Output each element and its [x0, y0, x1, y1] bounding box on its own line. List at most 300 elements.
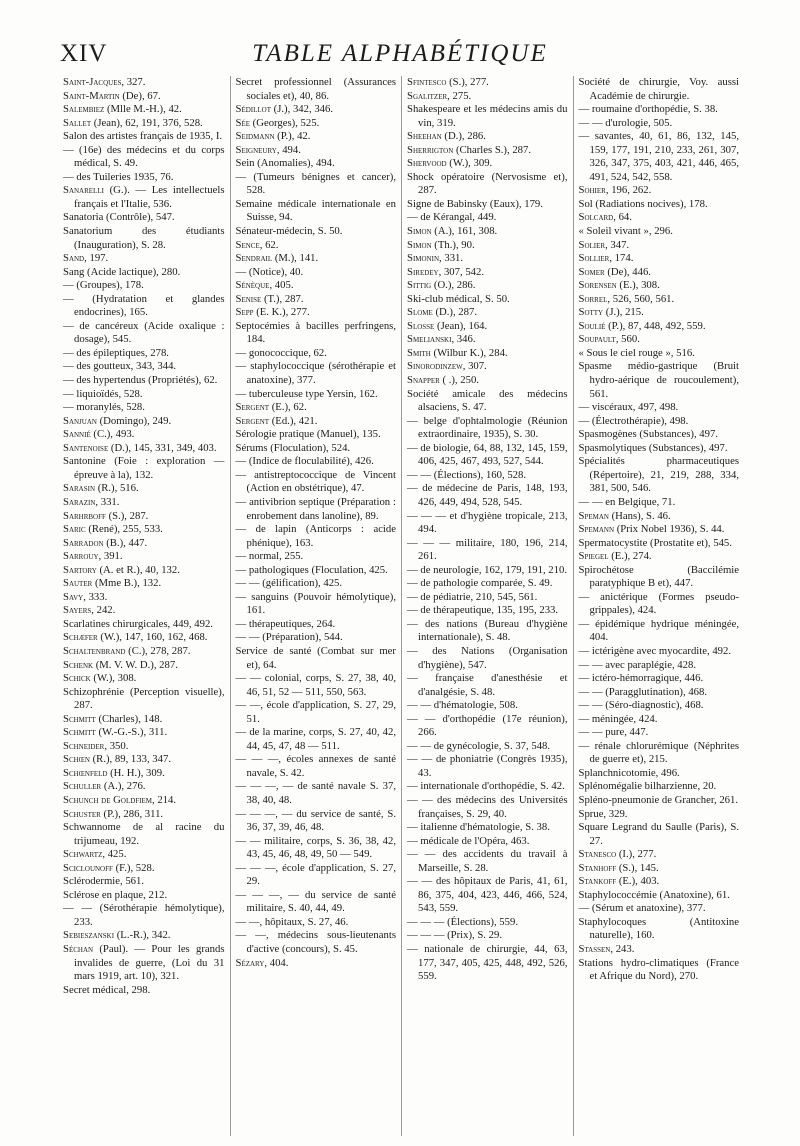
entry-text: Schizophrénie (Perception visuelle), 287. — [63, 685, 225, 712]
entry-name: Schmitt — [63, 712, 96, 725]
index-entry — [236, 550, 397, 564]
index-entry — [579, 523, 740, 537]
entry-text: — des Tuileries 1935, 76. — [63, 170, 174, 183]
index-entry — [63, 510, 225, 524]
index-entry — [407, 577, 568, 591]
index-entry — [579, 957, 740, 984]
entry-text: Staphylococcémie (Anatoxine), 61. — [578, 888, 730, 901]
entry-text: (De), 446. — [604, 265, 651, 278]
entry-text: — liquioïdés, 528. — [63, 387, 143, 400]
entry-text: , 350. — [104, 739, 129, 752]
index-entry — [236, 225, 397, 239]
entry-text: (S.), 145. — [616, 861, 659, 874]
entry-text: (Ed.), 421. — [269, 414, 318, 427]
index-entry — [579, 875, 740, 889]
entry-text: , 242. — [91, 604, 116, 617]
entry-text: — — militaire, corps, S. 36, 38, 42, 43, 45, 46, 48, 49, 50 — 549. — [235, 834, 396, 861]
entry-name: Schaltenbrand — [63, 644, 126, 657]
index-entry — [579, 239, 740, 253]
entry-name: Sohier — [578, 184, 606, 197]
entry-text: (P.), 42. — [274, 130, 311, 143]
index-entry — [63, 808, 225, 822]
index-entry — [407, 130, 568, 144]
page-header — [60, 40, 740, 74]
entry-text: — gonococcique, 62. — [235, 346, 327, 359]
entry-text: (E.), 274. — [608, 550, 652, 563]
index-entry — [407, 293, 568, 307]
entry-text: — (Groupes), 178. — [63, 279, 144, 292]
entry-text: Signe de Babinsky (Eaux), 179. — [407, 197, 543, 210]
entry-name: Schœnfeld — [63, 766, 108, 779]
entry-name: Schick — [63, 672, 91, 685]
index-entry — [407, 564, 568, 578]
entry-text: — sanguins (Pouvoir hémolytique), 161. — [235, 590, 396, 617]
entry-text: — — (Sérothérapie hémolytique), 233. — [63, 902, 225, 928]
index-entry — [236, 157, 397, 171]
entry-text: (C.), 278, 287. — [125, 644, 191, 657]
entry-text: (M.), 141. — [272, 252, 319, 265]
index-entry — [63, 618, 225, 632]
index-entry — [579, 550, 740, 564]
entry-text: Sang (Acide lactique), 280. — [63, 265, 181, 278]
index-entry — [63, 211, 225, 225]
entry-text: Spermatocystite (Prostatite et), 545. — [578, 536, 732, 549]
entry-name: Schneider — [63, 739, 105, 752]
entry-text: , 64. — [613, 211, 632, 224]
entry-text: Square Legrand du Saulle (Paris), S. 27. — [578, 821, 739, 847]
index-entry — [579, 943, 740, 957]
entry-text: — —, école d'application, S. 27, 29, 51. — [235, 699, 396, 725]
index-entry — [579, 211, 740, 225]
index-entry — [407, 699, 568, 713]
index-entry — [407, 537, 568, 564]
entry-text: Sanatorium des étudiants (Inauguration), S. 28. — [63, 225, 225, 251]
index-entry — [63, 117, 225, 131]
entry-text: Secret professionnel (Assurances sociales et), 40, 86. — [235, 76, 396, 102]
index-entry — [63, 482, 225, 496]
index-entry — [579, 130, 740, 184]
entry-text: (S.), 287. — [105, 509, 149, 522]
index-column-4 — [573, 76, 745, 1136]
entry-name: Sanarelli — [63, 184, 104, 197]
index-entry — [63, 184, 225, 211]
entry-name: Saint-Jacques — [63, 76, 122, 88]
entry-name: Schwartz — [63, 848, 103, 861]
entry-text: Splanchnicotomie, 496. — [578, 766, 680, 779]
entry-text: (De), 67. — [119, 89, 161, 102]
entry-text: Spirochétose (Baccilémie paratyphique B et), 447. — [578, 563, 739, 590]
entry-text: — roumaine d'orthopédie, S. 38. — [578, 103, 718, 116]
entry-text: , 425. — [102, 848, 127, 861]
entry-text: Santonine (Foie : exploration — épreuve à la), 132. — [63, 455, 225, 481]
index-entry — [236, 103, 397, 117]
entry-text: — — —, — de santé navale S. 37, 38, 40, 48. — [235, 780, 396, 806]
index-entry — [407, 794, 568, 821]
index-entry — [579, 442, 740, 456]
entry-text: — — (Séro-diagnostic), 468. — [578, 699, 704, 712]
entry-name: Solier — [578, 238, 606, 251]
index-entry — [407, 740, 568, 754]
entry-text: (D.), 287. — [432, 306, 478, 319]
entry-text: (C.), 493. — [90, 428, 135, 441]
index-column-2 — [230, 76, 402, 1136]
entry-text: Stations hydro-climatiques (France et Afrique du Nord), 270. — [578, 956, 739, 983]
entry-text: — — avec paraplégie, 428. — [578, 658, 697, 671]
entry-text: (L.-R.), 342. — [114, 929, 171, 942]
index-entry — [407, 821, 568, 835]
index-entry — [579, 808, 740, 822]
entry-name: Spemann — [578, 523, 615, 536]
entry-name: Sarhrboff — [63, 509, 106, 522]
index-entry — [579, 76, 740, 103]
index-entry — [579, 618, 740, 645]
entry-text: , 404. — [264, 956, 289, 969]
entry-name: Saint-Martin — [63, 89, 120, 102]
index-entry — [407, 469, 568, 483]
entry-text: — — —, — du service de santé militaire, S. 40, 44, 49. — [235, 888, 396, 915]
index-entry — [579, 686, 740, 700]
index-entry — [236, 76, 397, 103]
index-entry — [63, 726, 225, 740]
entry-name: Sence — [235, 238, 260, 251]
entry-name: Sézary — [235, 956, 265, 969]
index-entry — [407, 198, 568, 212]
index-entry — [407, 645, 568, 672]
index-entry — [407, 333, 568, 347]
index-entry — [63, 374, 225, 388]
entry-name: Stanesco — [578, 848, 617, 861]
index-entry — [236, 645, 397, 672]
entry-text: , 331. — [439, 252, 464, 265]
entry-name: Sendrail — [235, 252, 273, 265]
entry-text: — — en Belgique, 71. — [578, 495, 676, 508]
index-entry — [63, 604, 225, 618]
entry-text: (E. K.), 277. — [253, 306, 310, 319]
entry-text: Service de santé (Combat sur mer et), 64. — [235, 644, 396, 671]
entry-name: Sepp — [235, 306, 254, 319]
index-entry — [63, 929, 225, 943]
index-entry — [63, 631, 225, 645]
entry-text: , 494. — [276, 143, 301, 156]
index-entry — [236, 388, 397, 402]
index-entry — [63, 848, 225, 862]
entry-text: Spasmogènes (Substances), 497. — [578, 428, 719, 441]
index-entry — [407, 347, 568, 361]
entry-name: Spiegel — [578, 550, 609, 563]
entry-name: Stankoff — [578, 875, 617, 888]
index-entry — [579, 360, 740, 401]
entry-name: Seigneury — [235, 143, 277, 156]
index-entry — [236, 428, 397, 442]
entry-text: — pathologiques (Floculation, 425. — [235, 563, 388, 576]
entry-name: Sebieszanski — [63, 929, 115, 942]
index-entry — [579, 645, 740, 659]
entry-text: (Prix Nobel 1936), S. 44. — [614, 523, 725, 536]
entry-text: , 196, 262. — [605, 184, 652, 197]
entry-name: Soupault — [578, 333, 616, 346]
index-entry — [579, 455, 740, 496]
entry-name: Smith — [407, 346, 431, 359]
entry-text: — tuberculeuse type Yersin, 162. — [235, 387, 378, 400]
entry-text: (J.), 342, 346. — [271, 103, 334, 116]
index-entry — [407, 929, 568, 943]
entry-text: , 307. — [462, 360, 487, 373]
entry-text: — de la marine, corps, S. 27, 40, 42, 44, 45, 47, 48 — 511. — [235, 726, 396, 752]
index-entry — [579, 902, 740, 916]
entry-text: — de médecine de Paris, 148, 193, 426, 449, 494, 528, 545. — [407, 482, 568, 508]
entry-name: Schuster — [63, 807, 101, 820]
entry-text: (E.), 62. — [269, 401, 307, 414]
index-entry — [579, 537, 740, 551]
index-entry — [63, 523, 225, 537]
entry-name: Simon — [407, 238, 432, 251]
entry-text: Schwannome de al racine du trijumeau, 192. — [63, 821, 225, 847]
entry-text: (T.), 287. — [261, 292, 304, 305]
entry-text: — — —, école d'application, S. 27, 29. — [235, 861, 396, 888]
entry-text: (J.), 215. — [603, 306, 644, 319]
index-entry — [579, 916, 740, 943]
entry-text: — — — (Prix), S. 29. — [407, 929, 503, 942]
index-entry — [236, 415, 397, 429]
entry-name: Santenoise — [63, 441, 109, 454]
entry-text: , 346. — [451, 333, 476, 346]
entry-text: — — de phoniatrie (Congrès 1935), 43. — [407, 753, 568, 779]
entry-text: — — (Paragglutination), 468. — [578, 685, 708, 698]
index-entry — [236, 523, 397, 550]
index-entry — [407, 211, 568, 225]
entry-text: — des hypertendus (Propriétés), 62. — [63, 374, 218, 387]
entry-name: Sciclounoff — [63, 861, 113, 874]
index-entry — [407, 171, 568, 198]
entry-text: — viscéraux, 497, 498. — [578, 401, 679, 414]
entry-name: Saric — [63, 523, 86, 536]
entry-text: — des goutteux, 343, 344. — [63, 360, 177, 373]
entry-name: Salembiez — [63, 103, 105, 116]
entry-text: Spasmolytiques (Substances), 497. — [578, 441, 728, 454]
entry-name: Sanjuan — [63, 414, 97, 427]
entry-text: Spécialités pharmaceutiques (Répertoire), 21, 219, 288, 334, 381, 500, 546. — [578, 455, 739, 495]
index-entry — [63, 984, 225, 998]
entry-text: Sol (Radiations nocives), 178. — [578, 197, 708, 210]
page-number: XIV — [60, 40, 108, 67]
entry-text: — — (Élections), 160, 528. — [407, 468, 527, 481]
index-entry — [579, 699, 740, 713]
index-entry — [63, 821, 225, 848]
index-entry — [236, 672, 397, 699]
index-entry — [579, 672, 740, 686]
index-entry — [579, 225, 740, 239]
index-entry — [407, 916, 568, 930]
entry-name: Simon — [407, 225, 432, 238]
entry-name: Smelianski — [407, 333, 452, 346]
entry-text: (I.), 277. — [616, 848, 657, 861]
index-entry — [579, 794, 740, 808]
entry-text: — de biologie, 64, 88, 132, 145, 159, 406, 425, 467, 493, 527, 544. — [407, 441, 568, 468]
index-entry — [63, 794, 225, 808]
entry-text: , 391. — [98, 550, 123, 563]
entry-text: (A.), 276. — [101, 780, 146, 793]
entry-text: (Th.), 90. — [431, 238, 475, 251]
page-title: TABLE ALPHABÉTIQUE — [252, 40, 548, 67]
entry-text: — — de gynécologie, S. 37, 548. — [407, 739, 551, 752]
entry-text: , 307, 542. — [438, 265, 485, 278]
index-entry — [63, 496, 225, 510]
index-entry — [579, 279, 740, 293]
entry-text: (A. et R.), 40, 132. — [96, 563, 180, 576]
entry-text: (Mme B.), 132. — [92, 577, 162, 590]
index-entry — [579, 740, 740, 767]
entry-text: — — — (Élections), 559. — [407, 915, 519, 928]
index-entry — [236, 808, 397, 835]
entry-text: — antivibrion septique (Préparation : enrobement dans lanoline), 89. — [235, 495, 396, 522]
index-entry — [579, 889, 740, 903]
index-entry — [63, 252, 225, 266]
entry-text: , 243. — [610, 943, 635, 955]
index-entry — [63, 889, 225, 903]
entry-name: Senise — [235, 292, 262, 305]
entry-text: — — — et d'hygiène tropicale, 213, 494. — [407, 509, 568, 536]
index-entry — [579, 659, 740, 673]
entry-text: — épidémique hydrique méningée, 404. — [578, 617, 739, 644]
entry-text: , 331. — [95, 495, 120, 508]
entry-text: — de pédiatrie, 210, 545, 561. — [407, 590, 538, 603]
entry-text: Sclérose en plaque, 212. — [63, 888, 168, 901]
entry-text: — — des médecins des Universités françaises, S. 29, 40. — [407, 793, 568, 820]
index-entry — [579, 266, 740, 280]
index-entry — [63, 645, 225, 659]
index-column-1 — [58, 76, 230, 1136]
entry-text: — de Kérangal, 449. — [407, 211, 497, 224]
entry-text: , 62. — [259, 238, 279, 251]
index-entry — [579, 564, 740, 591]
index-entry — [63, 577, 225, 591]
index-entry — [407, 591, 568, 605]
entry-text: (Georges), 525. — [250, 116, 320, 129]
entry-text: — nationale de chirurgie, 44, 63, 177, 347, 405, 425, 448, 492, 526, 559. — [407, 943, 568, 983]
entry-text: — des épileptiques, 278. — [63, 346, 169, 359]
entry-name: Simonin — [407, 252, 439, 265]
index-entry — [236, 442, 397, 456]
index-entry — [63, 537, 225, 551]
index-entry — [579, 415, 740, 429]
entry-text: — de pathologie comparée, S. 49. — [407, 577, 553, 590]
index-entry — [236, 239, 397, 253]
index-entry — [63, 360, 225, 374]
entry-text: Secret médical, 298. — [63, 983, 151, 996]
index-entry — [407, 90, 568, 104]
entry-text: (W.), 309. — [446, 157, 493, 170]
entry-text: (A.), 161, 308. — [431, 225, 498, 238]
entry-text: (S.), 277. — [446, 76, 489, 88]
entry-text: Shock opératoire (Nervosisme et), 287. — [407, 170, 568, 197]
entry-text: , 197. — [84, 252, 109, 265]
entry-name: Sartory — [63, 563, 97, 576]
entry-text: — de neurologie, 162, 179, 191, 210. — [407, 563, 567, 576]
index-entry — [236, 496, 397, 523]
index-entry — [236, 957, 397, 971]
index-entry — [63, 564, 225, 578]
entry-text: — savantes, 40, 61, 86, 132, 145, 159, 177, 191, 210, 233, 261, 307, 326, 347, 375, 403, 421, 446, 465, 491, 524, 542, 558. — [578, 130, 739, 183]
entry-text: — (Électrothérapie), 498. — [578, 414, 689, 427]
index-entry — [236, 117, 397, 131]
index-entry — [407, 943, 568, 984]
entry-text: — — —, — du service de santé, S. 36, 37, 39, 46, 48. — [235, 807, 396, 834]
entry-text: (René), 255, 533. — [85, 523, 163, 536]
index-entry — [63, 550, 225, 564]
entry-text: (F.), 528. — [112, 861, 155, 874]
index-entry — [236, 929, 397, 956]
entry-name: Shervood — [407, 157, 447, 170]
entry-text: (W.-G.-S.), 311. — [95, 726, 168, 739]
entry-text: (Domingo), 249. — [96, 414, 172, 427]
entry-text: — normal, 255. — [235, 550, 304, 563]
index-entry — [407, 252, 568, 266]
index-entry — [236, 753, 397, 780]
entry-name: Sherrigton — [407, 143, 454, 156]
entry-text: Scarlatines chirurgicales, 449, 492. — [63, 617, 213, 630]
index-entry — [63, 591, 225, 605]
index-entry — [63, 293, 225, 320]
index-entry — [63, 144, 225, 171]
entry-name: Sauter — [63, 577, 93, 590]
entry-text: , 347. — [605, 238, 630, 251]
entry-name: Sorensen — [578, 279, 617, 292]
entry-text: , 327. — [121, 76, 146, 88]
index-entry — [236, 699, 397, 726]
entry-name: Siredey — [407, 265, 439, 278]
entry-text: — — d'orthopédie (17e réunion), 266. — [407, 712, 568, 739]
entry-text: (Charles S.), 287. — [453, 143, 532, 156]
entry-text: — — — militaire, 180, 196, 214, 261. — [407, 536, 568, 563]
entry-text: Sérologie pratique (Manuel), 135. — [235, 428, 381, 441]
entry-text: Société de chirurgie, Voy. aussi Académie de chirurgie. — [578, 76, 739, 102]
index-column-3 — [401, 76, 573, 1136]
index-entry — [236, 198, 397, 225]
entry-name: Sand — [63, 252, 85, 265]
entry-name: Somer — [578, 265, 605, 278]
index-entry — [579, 848, 740, 862]
index-entry — [407, 415, 568, 442]
index-entry — [236, 252, 397, 266]
index-entry — [236, 618, 397, 632]
entry-text: Spléno-pneumonie de Grancher, 261. — [578, 793, 739, 806]
entry-text: — — (gélification), 425. — [235, 577, 343, 590]
entry-text: , 214. — [152, 793, 177, 806]
index-entry — [579, 780, 740, 794]
index-entry — [63, 767, 225, 781]
entry-text: (Hans), S. 46. — [608, 509, 671, 522]
entry-text: Sprue, 329. — [578, 807, 628, 820]
index-entry — [236, 564, 397, 578]
entry-text: , 405. — [269, 279, 294, 292]
entry-text: (Jean), 62, 191, 376, 528. — [91, 116, 203, 129]
index-entry — [579, 306, 740, 320]
entry-text: — (Notice), 40. — [235, 265, 304, 278]
entry-name: Sarradon — [63, 536, 104, 549]
entry-text: (Jean), 164. — [434, 319, 488, 332]
index-entry — [407, 279, 568, 293]
entry-name: Sarasin — [63, 482, 96, 495]
entry-text: — — des hôpitaux de Paris, 41, 61, 86, 375, 404, 423, 446, 466, 524, 543, 559. — [407, 875, 568, 915]
index-entry — [236, 266, 397, 280]
index-entry — [236, 889, 397, 916]
index-entry — [63, 713, 225, 727]
entry-text: — des Nations (Organisation d'hygiène), 547. — [407, 644, 568, 671]
entry-text: — italienne d'hématologie, S. 38. — [407, 821, 550, 834]
index-entry — [63, 266, 225, 280]
entry-text: — belge d'ophtalmologie (Réunion extraordinaire, 1935), S. 30. — [407, 414, 568, 441]
entry-text: — (Sérum et anatoxine), 377. — [578, 902, 706, 915]
